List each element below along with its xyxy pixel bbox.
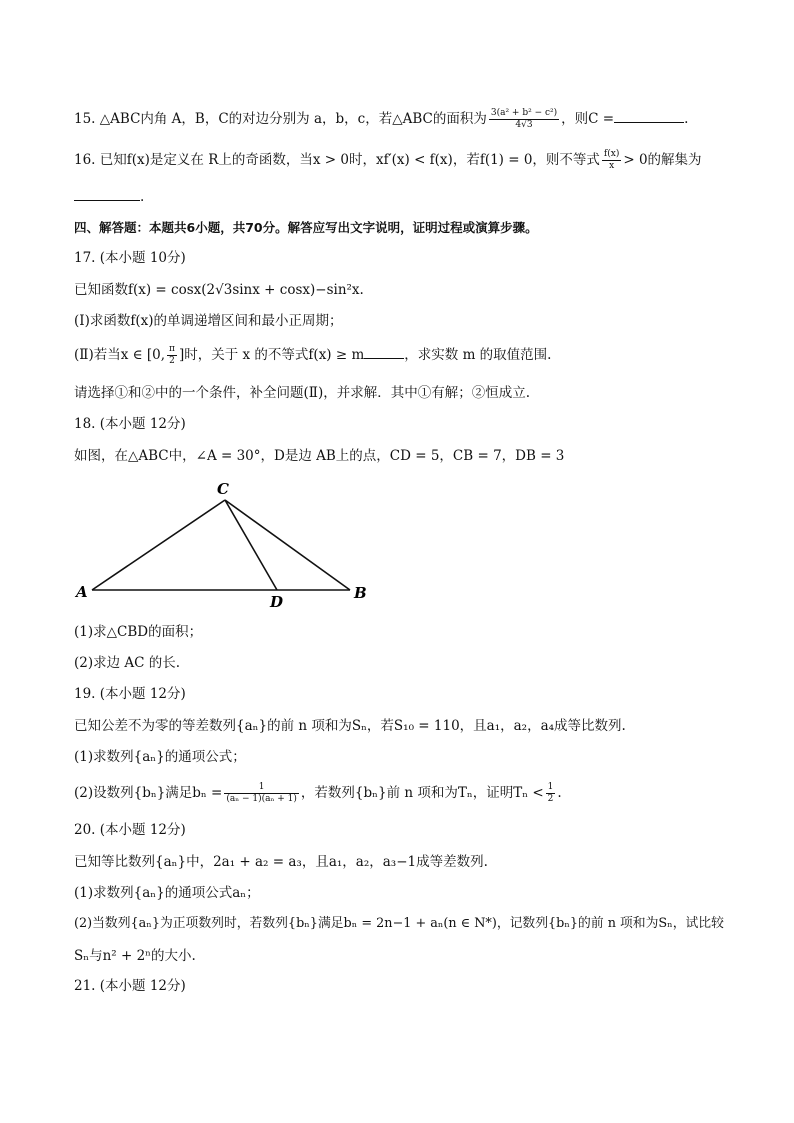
q19-l3-mid: ，若数列{bₙ}前 n 项和为Tₙ，证明Tₙ < [300,785,544,801]
q15-fraction [489,108,559,131]
q19-line-1: 已知公差不为零的等差数列{aₙ}的前 n 项和为Sₙ，若S₁₀ = 110，且a₁，a₂，a₄成等比数列. [74,718,626,734]
section-4-title: 四、解答题：本题共 [74,220,187,235]
q15-text: 15. △ABC内角 A，B，C的对边分别为 a，b，c，若△ABC的面积为 [74,111,487,127]
q17-l3-pre: (Ⅱ)若当x ∈ [0, [74,347,166,363]
q20-line-1: 已知等比数列{aₙ}中，2a₁ + a₂ = a₃，且a₁，a₂，a₃−1成等差数列. [74,854,488,870]
segment-cb [225,500,350,590]
q16-answer-line [74,186,144,207]
q16-frac-den: x [609,161,615,171]
q18-line-3: (2)求边 AC 的长. [74,655,181,671]
q20-heading: 20. (本小题 12分) [74,822,186,838]
q18-heading: 18. (本小题 12分) [74,416,186,432]
q17-l3-mid: ]时，关于 x 的不等式f(x) ≥ m [178,347,365,363]
q19-heading: 19. (本小题 12分) [74,686,186,702]
q18-line-2: (1)求△CBD的面积； [74,624,203,640]
q15-frac-num: 3(a² + b² − c²) [490,108,558,118]
q20-line-2: (1)求数列{aₙ}的通项公式aₙ； [74,885,260,901]
q16-end: . [140,189,145,205]
question-16 [74,149,702,172]
q16-answer-blank[interactable] [74,186,140,201]
section-4-count: 6 [186,220,196,235]
q19-frac2-num: 1 [547,782,554,792]
q17-frac-den: 2 [169,356,175,366]
section-4-rest: 分。解答应写出文字说明，证明过程或演算步骤。 [262,220,538,235]
q21-heading: 21. (本小题 12分) [74,978,186,994]
q18-line-1: 如图，在△ABC中，∠A = 30°，D是边 AB上的点，CD = 5，CB = 7，DB = 3 [74,448,565,464]
q17-heading: 17. (本小题 10分) [74,250,186,266]
section-4-score: 70 [245,220,263,235]
q17-frac-num: π [169,344,175,354]
q17-line-4: 请选择①和②中的一个条件，补全问题(Ⅱ)，并求解．其中①有解；②恒成立. [74,385,530,401]
q19-line-3 [74,782,562,805]
q16-fraction [602,149,621,172]
q19-fraction-2 [546,782,556,805]
q16-text-post: > 0的解集为 [623,152,702,168]
q17-line-1: 已知函数f(x) = cosx(2√3sinx + cosx)−sin²x. [74,282,364,298]
q17-line-2: (Ⅰ)求函数f(x)的单调递增区间和最小正周期； [74,313,343,329]
q16-text: 16. 已知f(x)是定义在 R上的奇函数，当x > 0时，xf′(x) < f(x)，若f(1) = 0，则不等式 [74,152,600,168]
q17-fraction [167,344,177,367]
q19-frac-den: (aₙ − 1)(aₙ + 1) [226,794,297,804]
q16-frac-num: f(x) [603,149,620,159]
q20-line-3: (2)当数列{aₙ}为正项数列时，若数列{bₙ}满足bₙ = 2n−1 + aₙ(n ∈ N*)，记数列{bₙ}的前 n 项和为Sₙ，试比较 [74,916,724,931]
label-c: C [217,480,229,498]
q19-l3-end: . [557,785,562,801]
q19-fraction-1 [224,782,299,805]
q17-condition-blank[interactable] [364,344,404,359]
q20-line-4: Sₙ与n² + 2ⁿ的大小. [74,948,196,964]
q17-line-3 [74,344,551,367]
label-b: B [354,584,367,602]
section-4-heading [74,218,538,238]
section-4-mid: 小题，共 [195,220,246,235]
q19-frac2-den: 2 [547,794,554,804]
q15-answer-blank[interactable] [614,108,684,123]
q15-frac-den: 4√3 [515,120,533,130]
q19-l3-pre: (2)设数列{bₙ}满足bₙ = [74,785,223,801]
segment-ac [92,500,225,590]
q15-text-post: ，则C = [561,111,615,127]
label-d: D [270,593,284,611]
triangle-figure [70,474,380,614]
q19-line-2: (1)求数列{aₙ}的通项公式； [74,749,246,765]
label-a: A [76,583,88,601]
q15-end: . [684,111,689,127]
q17-l3-post: ，求实数 m 的取值范围. [404,347,552,363]
segment-cd [225,500,277,590]
question-15 [74,108,688,131]
q19-frac-num: 1 [224,782,299,794]
